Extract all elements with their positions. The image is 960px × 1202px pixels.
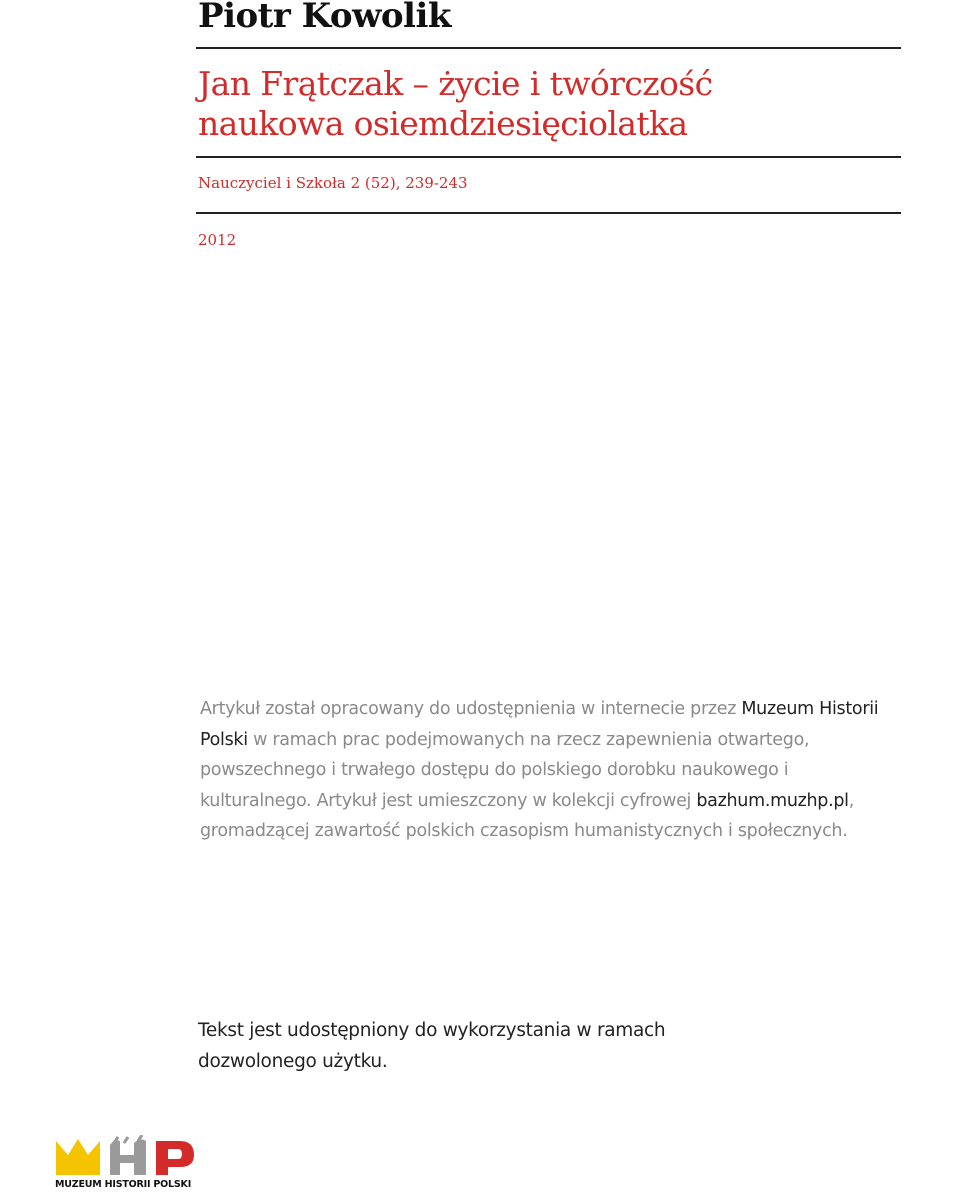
notice-text-1: Artykuł został opracowany do udostępnienia w internecie przez [200, 699, 742, 719]
availability-notice [200, 694, 900, 847]
article-title [198, 64, 898, 144]
notice-text-2: w ramach prac podejmowanych na rzecz zapewnienia otwartego, powszechnego i trwałego dostępu do polskiego dorobku naukowego i kulturalnego. Artykuł jest umieszczony w kolekcji cyfrowej [200, 729, 810, 811]
article-title-line-1: Jan Frątczak – życie i twórczość [198, 64, 713, 103]
article-title-line-2: naukowa osiemdziesięciolatka [198, 104, 688, 143]
journal-source: Nauczyciel i Szkoła 2 (52), 239-243 [198, 174, 468, 192]
license-notice [198, 1015, 898, 1077]
collection-link[interactable]: bazhum.muzhp.pl [696, 790, 849, 811]
divider-bottom [196, 212, 901, 214]
divider-middle [196, 156, 901, 158]
license-line-1: Tekst jest udostępniony do wykorzystania w ramach [198, 1020, 666, 1041]
museum-name: Muzeum Historii Polski [200, 699, 879, 750]
author-name: Piotr Kowolik [198, 0, 451, 36]
museum-logo-caption: MUZEUM HISTORII POLSKI [55, 1179, 192, 1190]
museum-logo-mark [54, 1135, 204, 1179]
notice-text-3: , gromadzącej zawartość polskich czasopism humanistycznych i społecznych. [200, 790, 855, 841]
publication-year: 2012 [198, 231, 237, 249]
divider-top [196, 47, 901, 49]
license-line-2: dozwolonego użytku. [198, 1051, 388, 1072]
